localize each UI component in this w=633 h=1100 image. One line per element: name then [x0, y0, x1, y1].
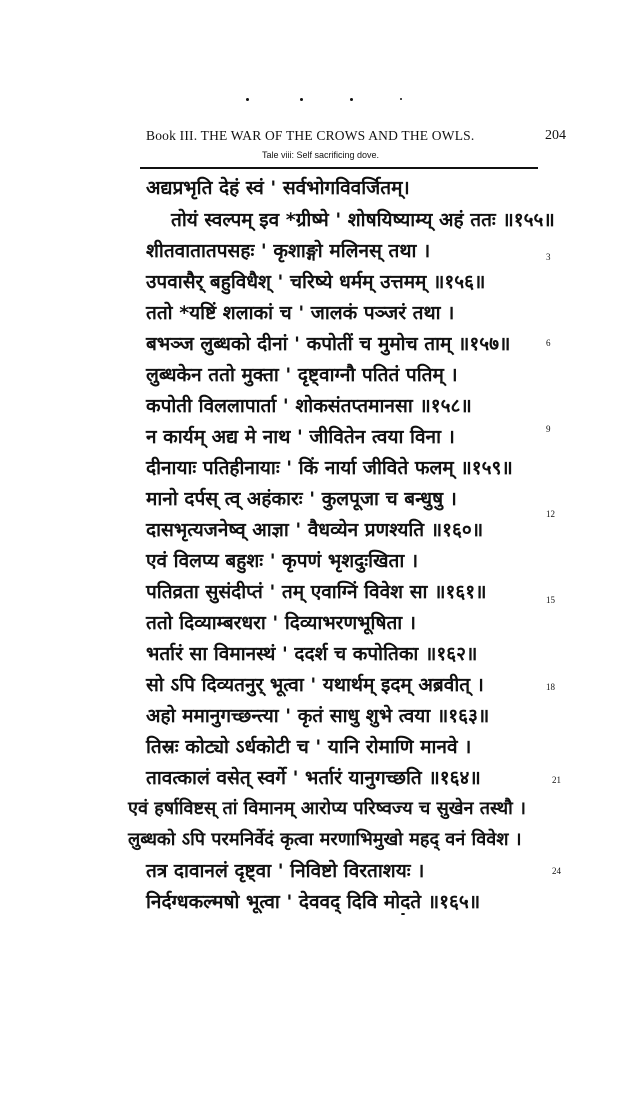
verse-line: ततो *यष्टिं शलाकां च ' जालकं पञ्जरं तथा । — [146, 302, 455, 324]
verse-line: लुब्धकेन ततो मुक्ता ' दृष्ट्वाग्नौ पतितं पतिम् । — [146, 364, 458, 386]
verse-line: ततो दिव्याम्बरधरा ' दिव्याभरणभूषिता । — [146, 612, 417, 634]
verse-line: दीनायाः पतिहीनायाः ' किं नार्या जीविते फलम् ॥१५९॥ — [146, 457, 513, 479]
margin-line-number: 24 — [552, 866, 561, 876]
verse-line: दासभृत्यजनेष्व् आज्ञा ' वैधव्येन प्रणश्यति ॥१६०॥ — [146, 519, 484, 541]
prose-line: एवं हर्षाविष्टस् तां विमानम् आरोप्य परिष्वज्य च सुखेन तस्थौ । — [128, 798, 526, 819]
margin-line-number: 9 — [546, 424, 551, 434]
speck — [401, 913, 405, 915]
prose-line: लुब्धको ऽपि परमनिर्वेदं कृत्वा मरणाभिमुखो महद् वनं विवेश । — [128, 829, 522, 850]
margin-line-number: 12 — [546, 509, 555, 519]
speck — [400, 98, 402, 100]
tale-subtitle: Tale viii: Self sacrificing dove. — [262, 150, 380, 160]
margin-line-number: 3 — [546, 252, 551, 262]
speck — [246, 98, 249, 101]
verse-line: कपोती विललापार्ता ' शोकसंतप्तमानसा ॥१५८॥ — [146, 395, 472, 417]
speck — [350, 98, 353, 101]
verse-line: सो ऽपि दिव्यतनुर् भूत्वा ' यथार्थम् इदम् अब्रवीत् । — [146, 674, 484, 696]
margin-line-number: 6 — [546, 338, 551, 348]
verse-line: भर्तारं सा विमानस्थं ' ददर्श च कपोतिका ॥१६२॥ — [146, 643, 478, 665]
verse-line: शीतवातातपसहः ' कृशाङ्गो मलिनस् तथा । — [146, 240, 431, 262]
verse-line: पतिव्रता सुसंदीप्तं ' तम् एवाग्निं विवेश सा ॥१६१॥ — [146, 581, 487, 603]
header-rule — [140, 167, 538, 169]
verse-line: न कार्यम् अद्य मे नाथ ' जीवितेन त्वया विना । — [146, 426, 455, 448]
running-title: Book III. THE WAR OF THE CROWS AND THE OWLS. — [146, 128, 475, 143]
verse-line: अद्यप्रभृति देहं स्वं ' सर्वभोगविवर्जितम्। — [146, 177, 410, 199]
margin-line-number: 18 — [546, 682, 555, 692]
page-number: 204 — [545, 128, 566, 143]
verse-line: तिस्रः कोट्यो ऽर्धकोटी च ' यानि रोमाणि मानवे । — [146, 736, 472, 758]
verse-line: निर्दग्धकल्मषो भूत्वा ' देववद् दिवि मोदते ॥१६५॥ — [146, 891, 481, 913]
verse-line: अहो ममानुगच्छन्त्या ' कृतं साधु शुभे त्वया ॥१६३॥ — [146, 705, 490, 727]
speck — [300, 98, 303, 101]
verse-line: मानो दर्पस् त्व् अहंकारः ' कुलपूजा च बन्धुषु । — [146, 488, 457, 510]
verse-line: तोयं स्वल्पम् इव *ग्रीष्मे ' शोषयिष्याम्य् अहं ततः ॥१५५॥ — [171, 209, 555, 231]
verse-line: बभञ्ज लुब्धको दीनां ' कपोतीं च मुमोच ताम् ॥१५७॥ — [146, 333, 511, 355]
verse-line: उपवासैर् बहुविधैश् ' चरिष्ये धर्मम् उत्तमम् ॥१५६॥ — [146, 271, 486, 293]
verse-line: तावत्कालं वसेत् स्वर्गे ' भर्तारं यानुगच्छति ॥१६४॥ — [146, 767, 481, 789]
margin-line-number: 21 — [552, 775, 561, 785]
verse-line: एवं विलप्य बहुशः ' कृपणं भृशदुःखिता । — [146, 550, 419, 572]
margin-line-number: 15 — [546, 595, 555, 605]
verse-line: तत्र दावानलं दृष्ट्वा ' निविष्टो विरताशयः । — [146, 860, 425, 882]
